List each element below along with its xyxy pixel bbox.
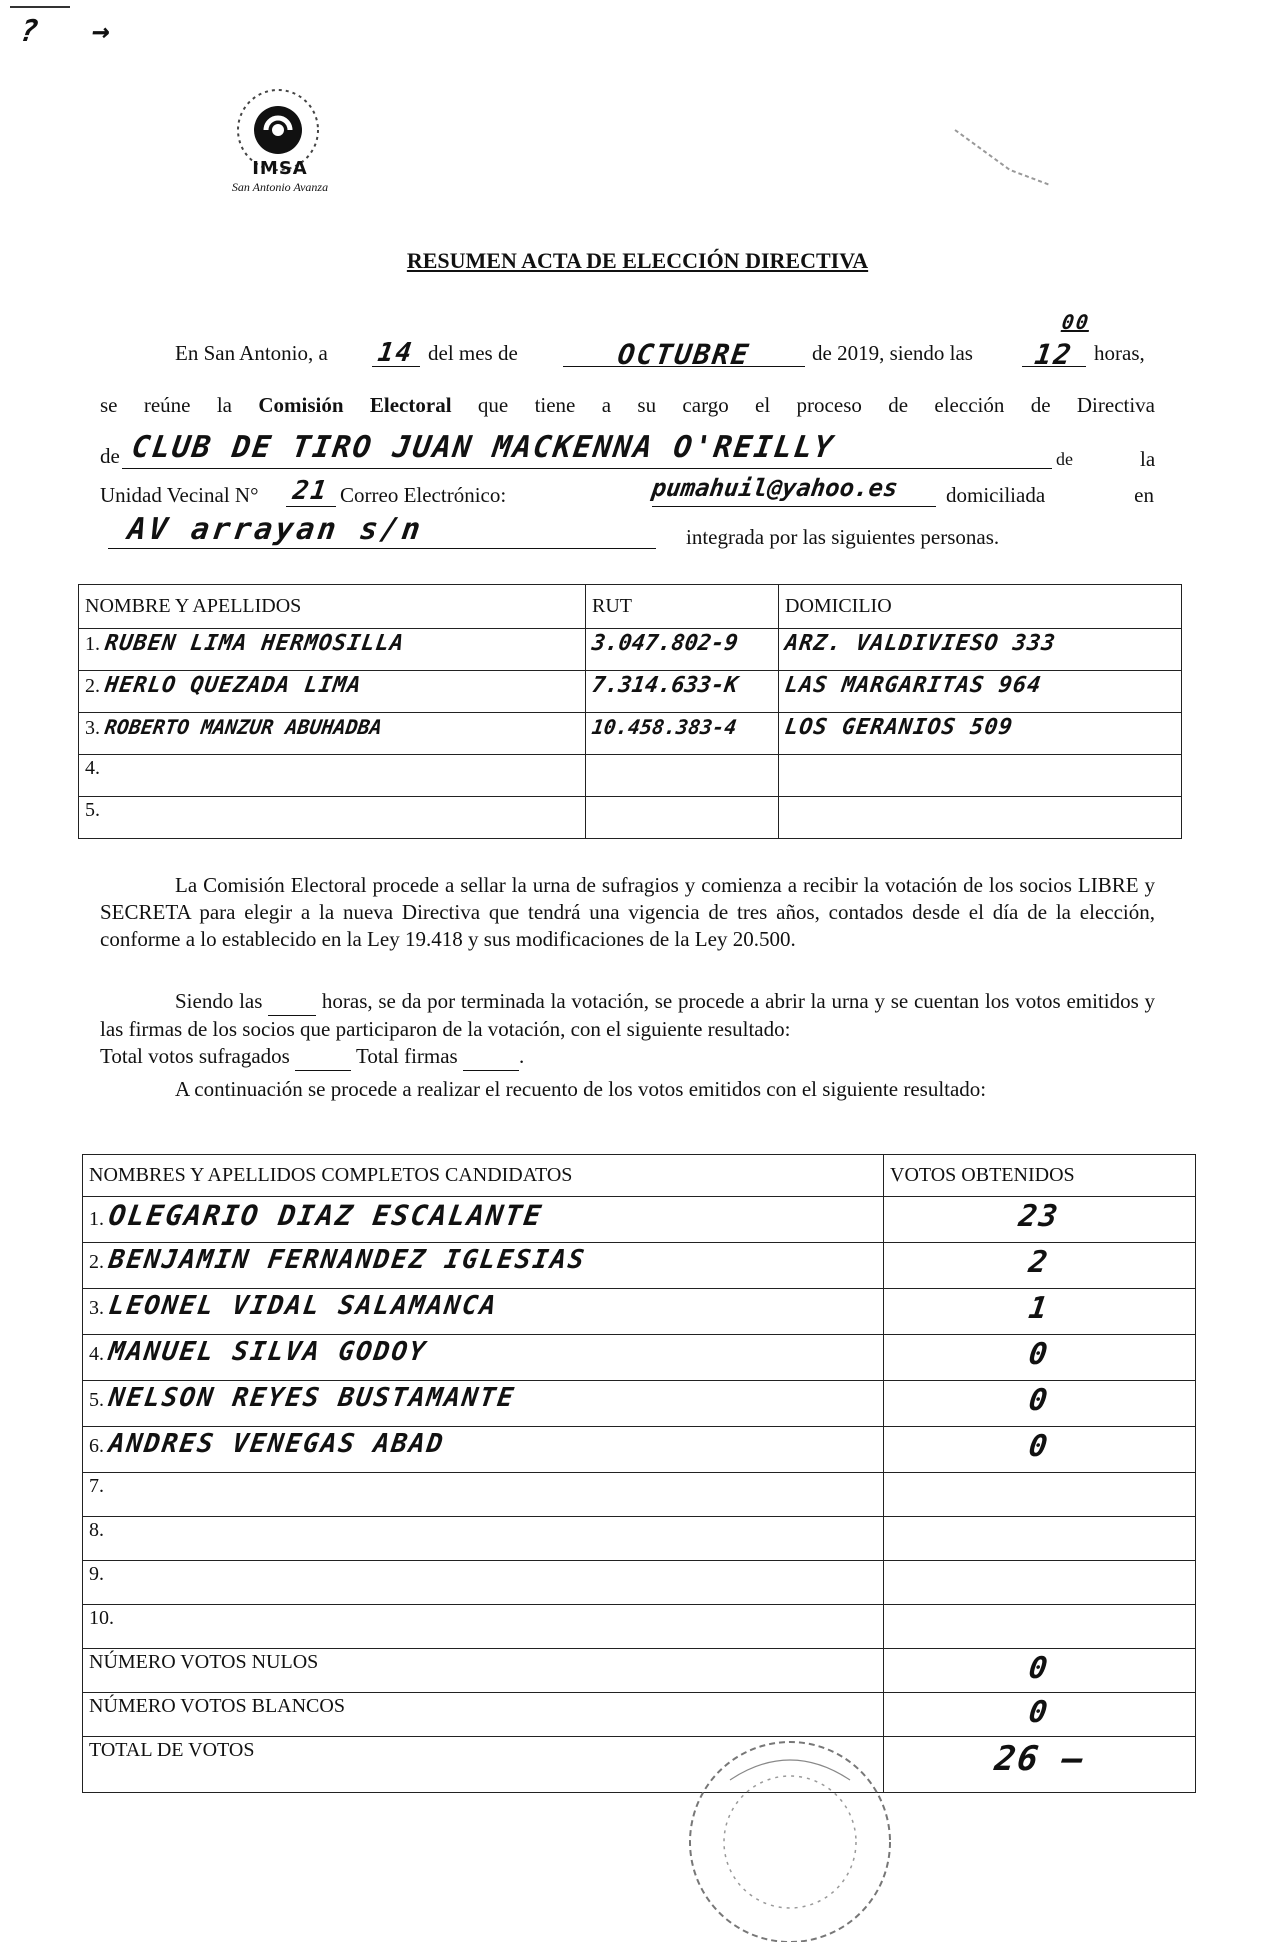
- header-nombre: NOMBRE Y APELLIDOS: [79, 585, 586, 629]
- paragraph-1: La Comisión Electoral procede a sellar la urna de sufragios y comienza a recibir la votación de los socios LIBRE y SECRETA para elegir a la nueva Directiva que tendrá una vigencia de tres años, contados desde el día de la elección, conforme a lo establecido en la Ley 19.418 y sus modificaciones de la Ley 20.500.: [100, 873, 1155, 951]
- intro-year: de 2019, siendo las: [812, 341, 973, 365]
- hour-field: [1022, 338, 1086, 371]
- day-value: 14: [376, 338, 416, 368]
- header-rut: RUT: [586, 585, 779, 629]
- candidate-cell: [83, 1561, 884, 1605]
- member-domicilio: LAS MARGARITAS 964: [783, 673, 1044, 698]
- hour-minutes: 00: [1060, 310, 1092, 334]
- member-name-cell: [79, 755, 586, 797]
- votes-cell: [884, 1517, 1196, 1561]
- candidate-row: [83, 1381, 1196, 1427]
- p2-siendo: Siendo las: [175, 989, 263, 1013]
- candidate-cell: [83, 1335, 884, 1381]
- candidate-cell: [83, 1289, 884, 1335]
- total-cell: [884, 1737, 1196, 1793]
- votes-cell: [884, 1605, 1196, 1649]
- blancos-label: NÚMERO VOTOS BLANCOS: [83, 1693, 884, 1737]
- member-rut-cell: [586, 797, 779, 839]
- paragraph-2: Siendo las horas, se da por terminada la votación, se procede a abrir la urna y se cuentan los votos emitidos y las firmas de los socios que participaron de la votación, con el siguiente resultado: Total votos sufragados Total firmas .: [100, 988, 1155, 1071]
- intro-de: de: [100, 444, 120, 468]
- document-title: RESUMEN ACTA DE ELECCIÓN DIRECTIVA: [406, 248, 869, 273]
- candidate-name: BENJAMIN FERNANDEZ IGLESIAS: [106, 1245, 588, 1275]
- candidate-row: [83, 1289, 1196, 1335]
- member-name-cell: [79, 713, 586, 755]
- member-rut-cell: [586, 671, 779, 713]
- member-domicilio-cell: [779, 713, 1182, 755]
- logo-tagline: San Antonio Avanza: [231, 180, 329, 194]
- corner-arrow: →: [89, 14, 115, 49]
- row-num: 1.: [89, 1208, 104, 1230]
- row-num: 9.: [89, 1563, 104, 1585]
- integrada-label: integrada por las siguientes personas.: [686, 525, 1000, 549]
- member-domicilio: LOS GERANIOS 509: [783, 715, 1015, 740]
- intro-la: la: [1140, 447, 1156, 471]
- month-value: OCTUBRE: [615, 338, 753, 371]
- correo-label: Correo Electrónico:: [340, 483, 507, 507]
- header-domicilio: DOMICILIO: [779, 585, 1182, 629]
- header-votos: VOTOS OBTENIDOS: [884, 1155, 1196, 1197]
- row-num: 3.: [85, 717, 100, 739]
- scan-mark-icon: [950, 110, 1060, 190]
- hour-value: 12: [1032, 338, 1076, 371]
- member-domicilio-cell: [779, 755, 1182, 797]
- nulos-label: NÚMERO VOTOS NULOS: [83, 1649, 884, 1693]
- votes-cell: [884, 1197, 1196, 1243]
- total-firmas-blank: [463, 1043, 519, 1071]
- candidate-cell: [83, 1197, 884, 1243]
- candidate-name: NELSON REYES BUSTAMANTE: [106, 1383, 518, 1413]
- month-field: [563, 338, 805, 371]
- candidate-votes: 23: [1016, 1199, 1063, 1234]
- day-field: [372, 338, 420, 367]
- nulos-row: [83, 1649, 1196, 1693]
- row-num: 1.: [85, 633, 100, 655]
- votes-cell: [884, 1243, 1196, 1289]
- candidate-votes: 2: [1027, 1245, 1052, 1280]
- member-rut-cell: [586, 629, 779, 671]
- candidate-votes: 0: [1027, 1383, 1052, 1418]
- p2-total-firmas: Total firmas: [355, 1044, 458, 1068]
- commission-row: [79, 755, 1182, 797]
- intro-prefix: En San Antonio, a: [175, 341, 328, 365]
- address-field: [108, 512, 656, 549]
- row-num: 10.: [89, 1607, 114, 1629]
- intro-line-2: [100, 392, 1155, 419]
- candidate-name: MANUEL SILVA GODOY: [106, 1337, 429, 1367]
- intro-p2-rest: que tiene a su cargo el proceso de elección de Directiva: [477, 393, 1156, 417]
- candidate-row: [83, 1335, 1196, 1381]
- commission-header-row: [79, 585, 1182, 629]
- member-name-cell: [79, 797, 586, 839]
- row-num: 4.: [85, 757, 100, 779]
- candidate-cell: [83, 1605, 884, 1649]
- member-domicilio: ARZ. VALDIVIESO 333: [783, 631, 1058, 656]
- row-num: 2.: [85, 675, 100, 697]
- votes-cell: [884, 1381, 1196, 1427]
- votes-cell: [884, 1473, 1196, 1517]
- nulos-value: 0: [1027, 1651, 1052, 1686]
- candidate-row: [83, 1243, 1196, 1289]
- header-candidatos: NOMBRES Y APELLIDOS COMPLETOS CANDIDATOS: [83, 1155, 884, 1197]
- candidate-cell: [83, 1517, 884, 1561]
- member-domicilio-cell: [779, 671, 1182, 713]
- member-rut: 7.314.633-K: [590, 673, 740, 698]
- member-name: ROBERTO MANZUR ABUHADBA: [103, 715, 384, 739]
- candidate-row: [83, 1561, 1196, 1605]
- member-name-cell: [79, 671, 586, 713]
- candidate-row: [83, 1197, 1196, 1243]
- intro-commission: Comisión Electoral: [258, 393, 452, 417]
- row-num: 8.: [89, 1519, 104, 1541]
- member-rut: 3.047.802-9: [590, 631, 740, 656]
- commission-row: [79, 671, 1182, 713]
- candidate-name: LEONEL VIDAL SALAMANCA: [106, 1291, 500, 1321]
- email-field: [652, 474, 936, 507]
- total-value: 26 —: [991, 1739, 1088, 1779]
- member-rut-cell: [586, 713, 779, 755]
- p2-text: horas, se da por terminada la votación, se procede a abrir la urna y se cuentan los votos emitidos y las firmas de los socios que participaron de la votación, con el siguiente resultado:: [100, 989, 1156, 1041]
- hour-close-blank: [268, 988, 316, 1016]
- paragraph-3: A continuación se procede a realizar el recuento de los votos emitidos con el siguiente resultado:: [175, 1077, 987, 1101]
- row-num: 6.: [89, 1435, 104, 1457]
- intro-de-2: de: [1056, 449, 1073, 469]
- address-value: AV arrayan s/n: [125, 512, 426, 547]
- member-domicilio-cell: [779, 629, 1182, 671]
- candidate-cell: [83, 1427, 884, 1473]
- email-value: pumahuil@yahoo.es: [650, 474, 900, 502]
- votes-cell: [884, 1335, 1196, 1381]
- row-num: 5.: [89, 1389, 104, 1411]
- candidate-cell: [83, 1243, 884, 1289]
- logo-brand: IMSA: [252, 158, 308, 179]
- commission-table: [78, 584, 1182, 839]
- results-table: [82, 1154, 1196, 1793]
- blancos-value: 0: [1027, 1695, 1052, 1730]
- total-votos-blank: [295, 1043, 351, 1071]
- domiciliada-label: domiciliada en: [946, 483, 1154, 507]
- commission-row: [79, 797, 1182, 839]
- commission-row: [79, 713, 1182, 755]
- corner-mark: ?: [17, 14, 43, 49]
- unidad-field: [286, 476, 336, 507]
- unidad-label: Unidad Vecinal N°: [100, 483, 259, 507]
- member-name-cell: [79, 629, 586, 671]
- candidate-name: OLEGARIO DIAZ ESCALANTE: [106, 1199, 546, 1232]
- member-rut: 10.458.383-4: [590, 715, 739, 739]
- org-field: [122, 430, 1052, 469]
- total-label: TOTAL DE VOTOS: [83, 1737, 884, 1793]
- votes-cell: [884, 1289, 1196, 1335]
- member-rut-cell: [586, 755, 779, 797]
- commission-row: [79, 629, 1182, 671]
- blancos-row: [83, 1693, 1196, 1737]
- candidate-votes: 1: [1027, 1291, 1052, 1326]
- candidate-votes: 0: [1027, 1429, 1052, 1464]
- candidate-row: [83, 1517, 1196, 1561]
- candidate-cell: [83, 1473, 884, 1517]
- row-num: 5.: [85, 799, 100, 821]
- org-name: CLUB DE TIRO JUAN MACKENNA O'REILLY: [129, 430, 837, 465]
- intro-p2: se reúne la: [100, 393, 232, 417]
- member-domicilio-cell: [779, 797, 1182, 839]
- p2-total-votos: Total votos sufragados: [100, 1044, 290, 1068]
- row-num: 7.: [89, 1475, 104, 1497]
- total-row: [83, 1737, 1196, 1793]
- votes-cell: [884, 1561, 1196, 1605]
- blancos-cell: [884, 1693, 1196, 1737]
- candidate-name: ANDRES VENEGAS ABAD: [106, 1429, 447, 1459]
- corner-line: [10, 6, 70, 8]
- member-name: RUBEN LIMA HERMOSILLA: [103, 631, 406, 656]
- intro-mid: del mes de: [428, 341, 518, 365]
- intro-hours: horas,: [1094, 341, 1145, 365]
- club-stamp-icon: [660, 1720, 920, 1942]
- row-num: 3.: [89, 1297, 104, 1319]
- nulos-cell: [884, 1649, 1196, 1693]
- row-num: 2.: [89, 1251, 104, 1273]
- candidate-cell: [83, 1381, 884, 1427]
- candidate-row: [83, 1473, 1196, 1517]
- candidate-votes: 0: [1027, 1337, 1052, 1372]
- unidad-num: 21: [291, 476, 331, 506]
- results-header-row: [83, 1155, 1196, 1197]
- row-num: 4.: [89, 1343, 104, 1365]
- candidate-row: [83, 1427, 1196, 1473]
- votes-cell: [884, 1427, 1196, 1473]
- candidate-row: [83, 1605, 1196, 1649]
- member-name: HERLO QUEZADA LIMA: [103, 673, 364, 698]
